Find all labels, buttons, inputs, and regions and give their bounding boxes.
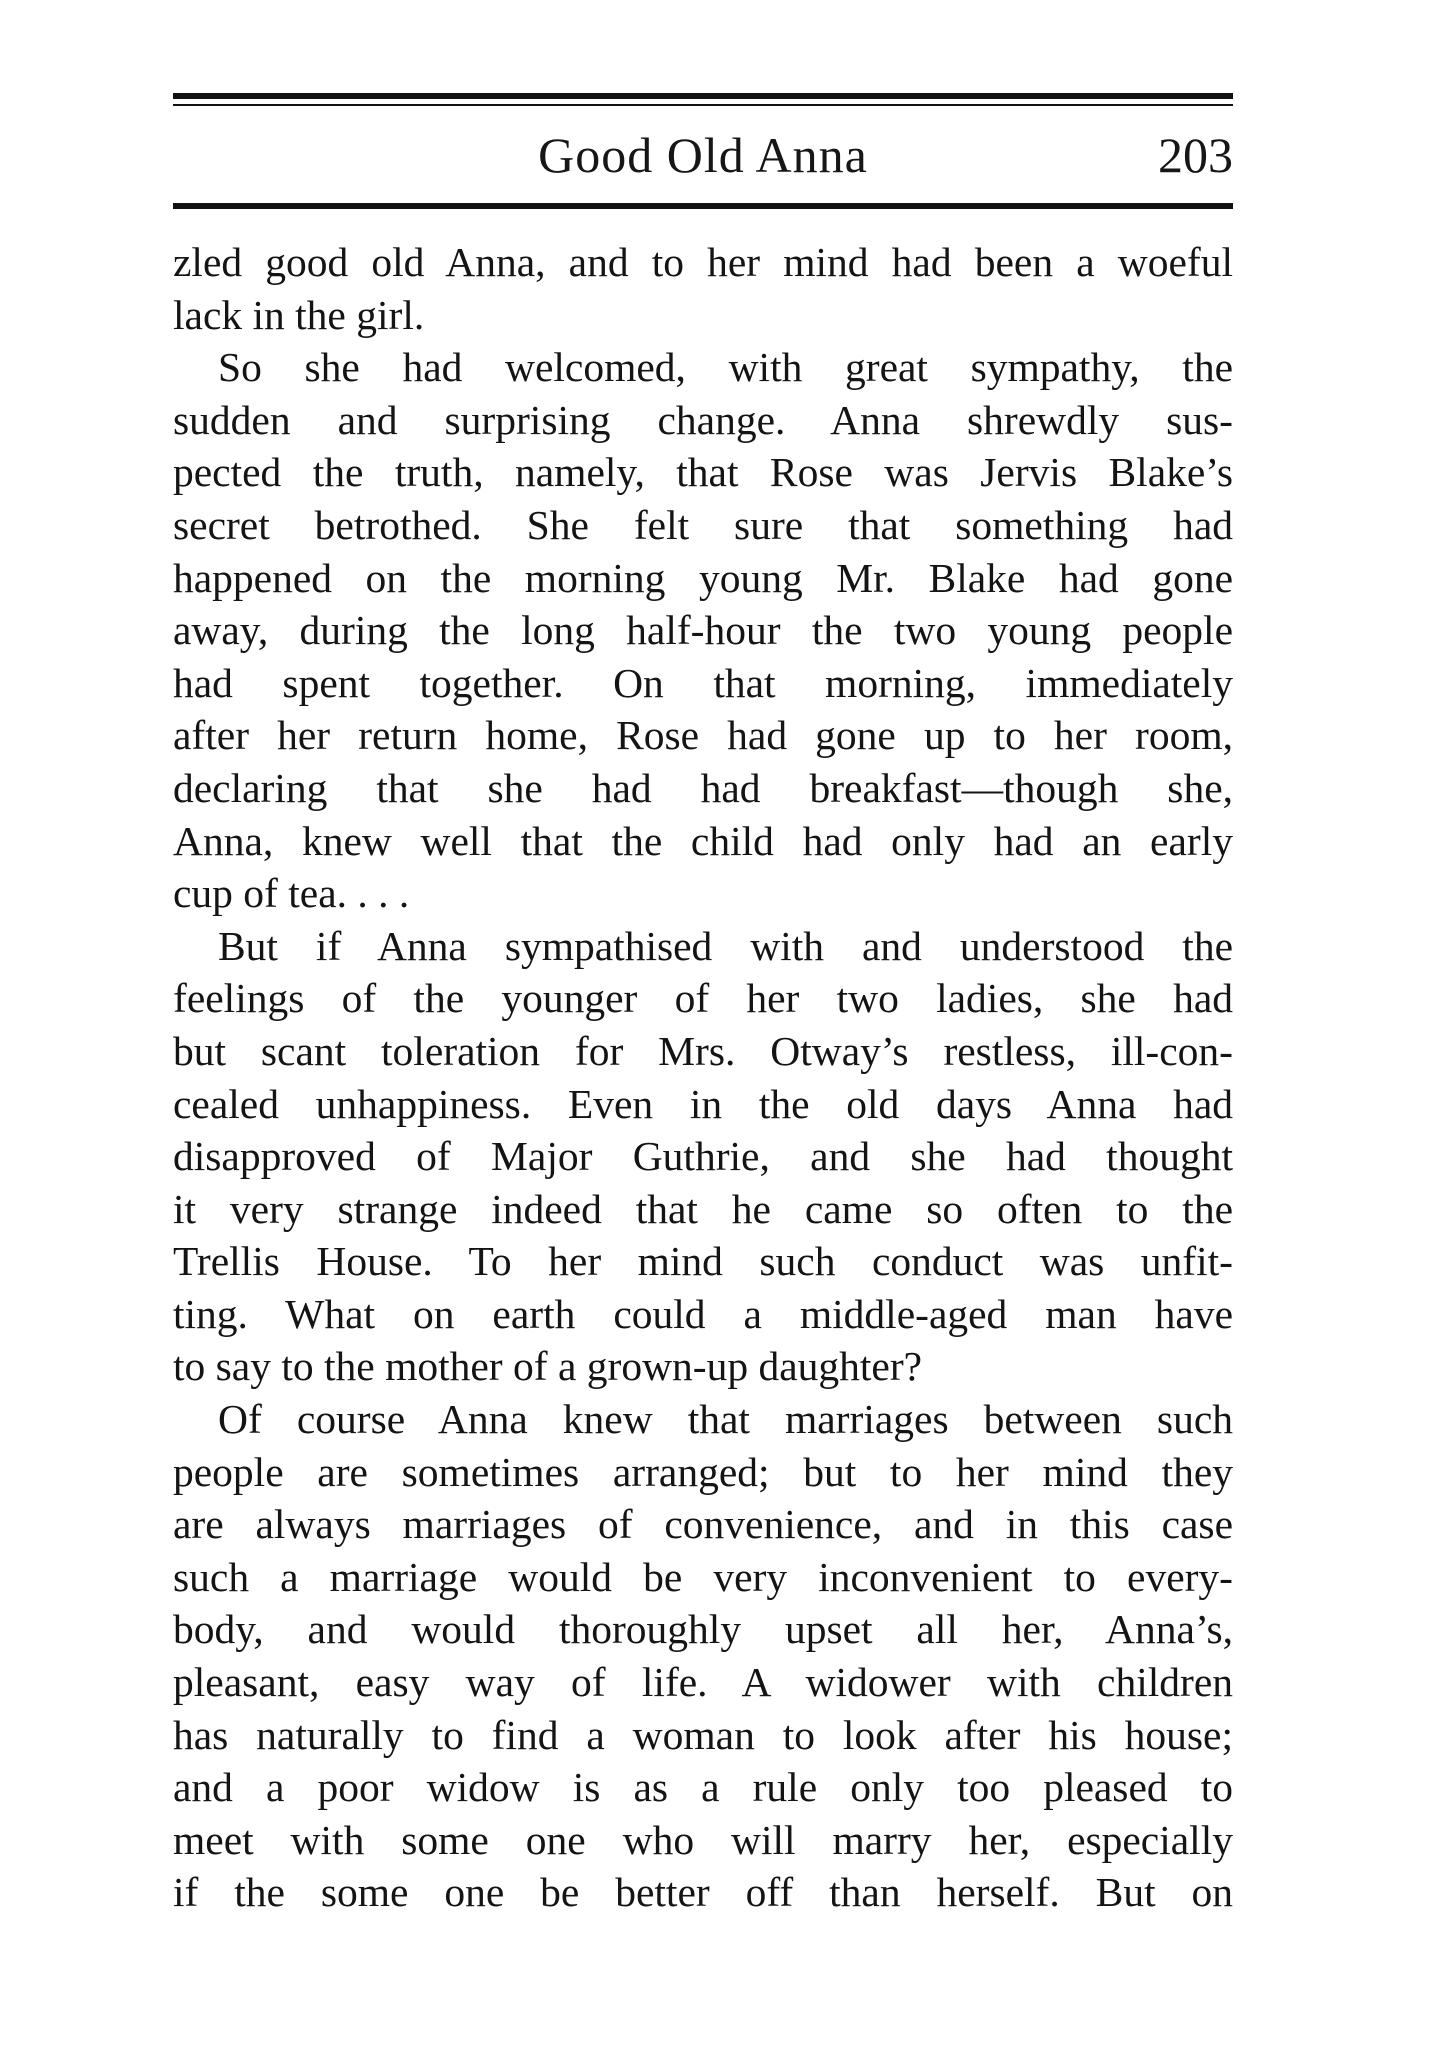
text-line: Of course Anna knew that marriages between such: [218, 1396, 1233, 1443]
text-line: but scant toleration for Mrs. Otway’s restless, ill-con-: [173, 1027, 1233, 1074]
text-line: if the some one be better off than herself. But on: [173, 1869, 1233, 1916]
text-line: pected the truth, namely, that Rose was Jervis Blake’s: [173, 449, 1233, 496]
text-line: declaring that she had had breakfast—though she,: [173, 764, 1233, 811]
text-line: and a poor widow is as a rule only too pleased to: [173, 1764, 1233, 1811]
text-line: Anna, knew well that the child had only had an early: [173, 817, 1233, 864]
text-line: ting. What on earth could a middle-aged man have: [173, 1290, 1233, 1337]
header-rule-top-thin: [173, 104, 1233, 106]
text-line: zled good old Anna, and to her mind had been a woeful: [173, 239, 1233, 285]
text-line: body, and would thoroughly upset all her, Anna’s,: [173, 1606, 1233, 1653]
text-line: lack in the girl.: [173, 291, 425, 338]
header-rule-top: [173, 93, 1233, 99]
text-line: But if Anna sympathised with and understood the: [218, 922, 1233, 969]
running-title: Good Old Anna: [538, 127, 868, 183]
header-rule-bottom: [173, 203, 1233, 209]
text-line: it very strange indeed that he came so often to the: [173, 1185, 1233, 1232]
text-line: such a marriage would be very inconvenient to every-: [173, 1553, 1233, 1600]
text-line: So she had welcomed, with great sympathy, the: [218, 344, 1233, 391]
text-line: to say to the mother of a grown-up daughter?: [173, 1343, 923, 1390]
text-line: has naturally to find a woman to look after his house;: [173, 1711, 1233, 1758]
text-line: after her return home, Rose had gone up to her room,: [173, 712, 1233, 759]
text-line: away, during the long half-hour the two young people: [173, 607, 1233, 654]
text-line: people are sometimes arranged; but to her mind they: [173, 1448, 1233, 1495]
running-head: [173, 126, 1233, 196]
text-line: happened on the morning young Mr. Blake had gone: [173, 554, 1233, 601]
text-line: cup of tea. . . .: [173, 870, 410, 917]
text-line: cealed unhappiness. Even in the old days Anna had: [173, 1080, 1233, 1127]
text-line: feelings of the younger of her two ladies, she had: [173, 975, 1233, 1022]
body-text: [173, 236, 1233, 1919]
text-line: secret betrothed. She felt sure that something had: [173, 501, 1233, 548]
text-line: meet with some one who will marry her, especially: [173, 1816, 1233, 1863]
page-number: 203: [1158, 127, 1233, 183]
text-line: disapproved of Major Guthrie, and she had thought: [173, 1133, 1233, 1180]
text-line: Trellis House. To her mind such conduct was unfit-: [173, 1238, 1233, 1285]
text-line: pleasant, easy way of life. A widower with children: [173, 1659, 1233, 1706]
text-line: sudden and surprising change. Anna shrewdly sus-: [173, 396, 1233, 443]
text-line: had spent together. On that morning, immediately: [173, 659, 1233, 706]
text-line: are always marriages of convenience, and in this case: [173, 1501, 1233, 1548]
